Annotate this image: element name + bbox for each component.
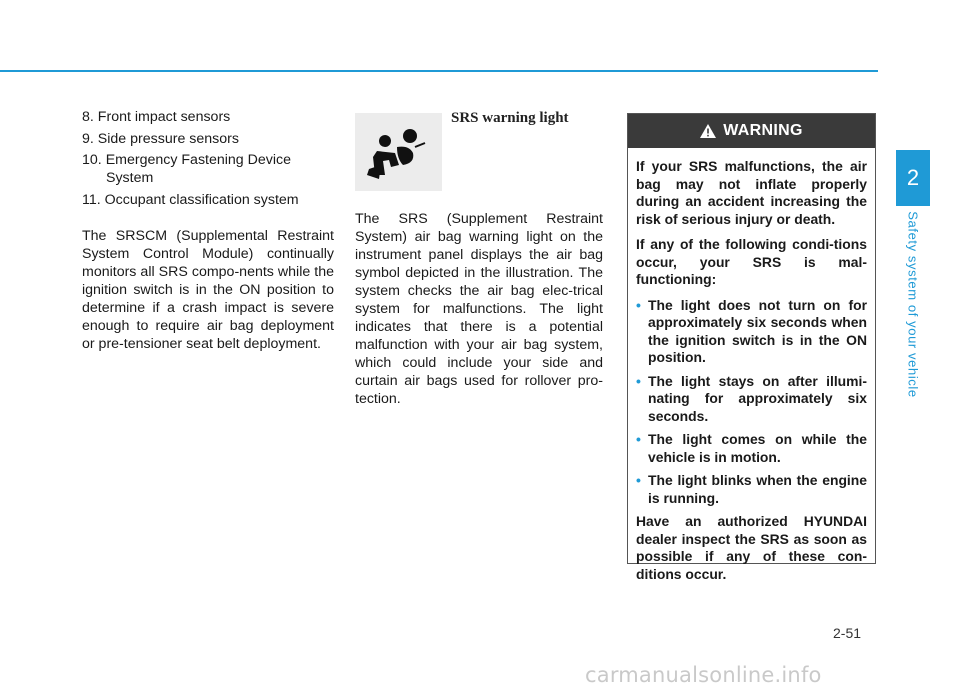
- warning-conditions-intro: If any of the following condi-tions occur, your SRS is mal-functioning:: [636, 236, 867, 287]
- list-item-text: Side pressure sensors: [97, 130, 239, 147]
- list-item-text: Emergency Fastening Device: [105, 152, 291, 168]
- warning-triangle-icon: [700, 124, 716, 138]
- warning-bullet: • The light comes on while the vehicle is in motion.: [636, 431, 867, 466]
- list-item-number: 9.: [82, 130, 94, 147]
- warning-bullet-list: [636, 297, 867, 508]
- chapter-title-tab: [896, 208, 930, 400]
- warning-body: [628, 148, 875, 583]
- warning-box: [627, 113, 876, 582]
- watermark: carmanualsonline.info: [585, 663, 822, 687]
- top-rule: [0, 70, 878, 72]
- chapter-number-tab: 2: [896, 150, 930, 206]
- warning-bullet: • The light stays on after illumi-nating for approximately six seconds.: [636, 373, 867, 426]
- warning-bullet: • The light blinks when the engine is running.: [636, 472, 867, 507]
- warning-header-label: WARNING: [723, 122, 803, 139]
- page-number: 2-51: [833, 625, 862, 641]
- warning-bullet: • The light does not turn on for approximately six seconds when the ignition switch is in the ON position.: [636, 297, 867, 367]
- srs-paragraph: The SRS (Supplement Restraint System) air bag warning light on the instrument panel displays the air bag symbol depicted in the illustration. The system checks the air bag elec-trical system for malfunctions. The light indicates that there is a potential malfunction with your air bag system, which could include your side and curtain air bags used for rollover pro-tection.: [355, 211, 603, 407]
- airbag-warning-icon: [355, 113, 442, 191]
- left-column: [82, 108, 334, 367]
- warning-header: [628, 114, 875, 148]
- srscm-paragraph: The SRSCM (Supplemental Restraint System Control Module) continually monitors all SRS compo-nents while the ignition switch is in the ON position to determine if a crash impact is severe enough to require air bag deployment or pre-tensioner seat belt deployment.: [82, 227, 334, 352]
- list-item: [82, 151, 334, 187]
- list-item-number: 11.: [82, 191, 101, 208]
- warning-intro: If your SRS malfunctions, the air bag may not inflate properly during an accident increasing the risk of serious injury or death.: [636, 158, 867, 227]
- list-item: [82, 130, 334, 148]
- list-item: [82, 191, 334, 209]
- list-item-text: Front impact sensors: [97, 109, 231, 125]
- list-item-number: 10.: [82, 152, 102, 168]
- list-item-continuation: System: [106, 170, 154, 186]
- warning-closing: Have an authorized HYUNDAI dealer inspect the SRS as soon as possible if any of these con-ditions occur.: [636, 513, 867, 582]
- srs-warning-light-title: SRS warning light: [451, 110, 569, 126]
- list-item: [82, 108, 334, 126]
- chapter-title-label: Safety system of your vehicle: [905, 210, 921, 398]
- list-item-number: 8.: [82, 109, 94, 125]
- list-item-text: Occupant classification system: [104, 191, 299, 208]
